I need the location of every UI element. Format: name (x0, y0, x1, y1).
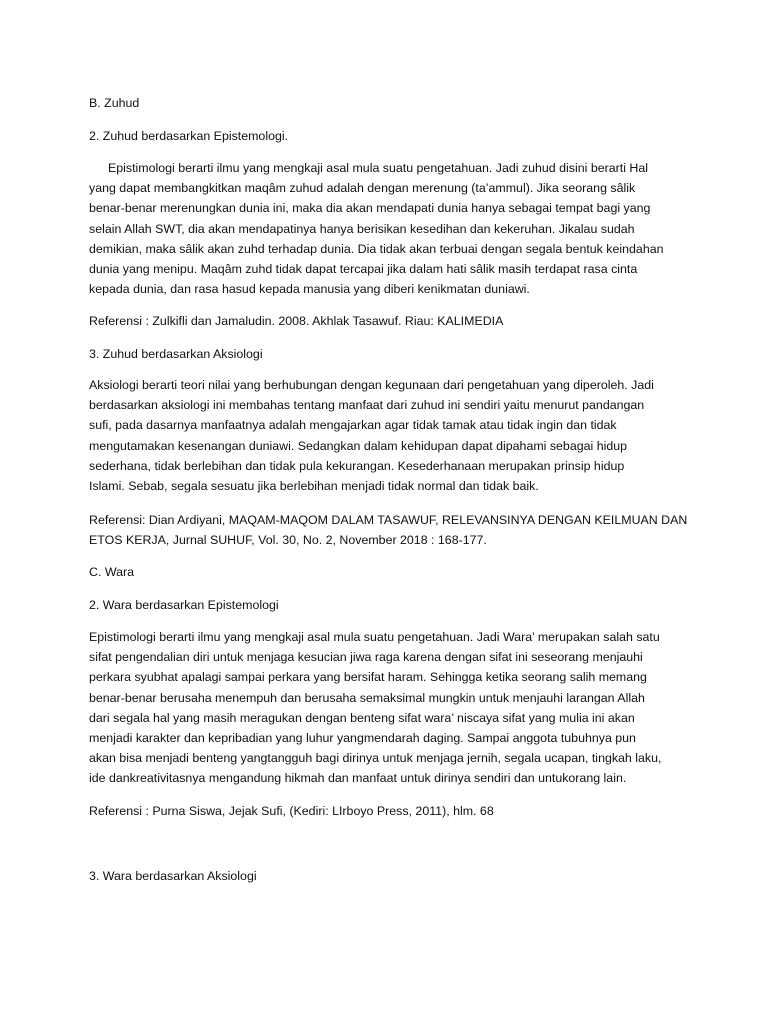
paragraph-line: Epistimologi berarti ilmu yang mengkaji asal mula suatu pengetahuan. Jadi zuhud disini berarti Hal (108, 161, 648, 175)
paragraph-zuhud-epistemologi (89, 158, 689, 299)
reference-line: Referensi: Dian Ardiyani, MAQAM-MAQOM DALAM TASAWUF, RELEVANSINYA DENGAN KEILMUAN DAN (89, 513, 688, 527)
reference-wara-epistemologi: Referensi : Purna Siswa, Jejak Sufi, (Kediri: LIrboyo Press, 2011), hlm. 68 (89, 804, 494, 818)
paragraph-line: Aksiologi berarti teori nilai yang berhubungan dengan kegunaan dari pengetahuan yang diperoleh. Jadi (89, 378, 654, 392)
paragraph-wara-epistemologi (89, 627, 689, 789)
reference-zuhud-aksiologi (89, 510, 689, 550)
paragraph-line: akan bisa menjadi benteng yangtangguh bagi dirinya untuk menjaga jernih, segala ucapan, tingkah laku, (89, 751, 662, 766)
paragraph-line: perkara syubhat apalagi sampai perkara yang bersifat haram. Sehingga ketika seorang salih memang (89, 670, 647, 685)
paragraph-line: benar-benar merenungkan dunia ini, maka dia akan mendapati dunia hanya sebagai tempat bagi yang (89, 201, 651, 216)
paragraph-line: sederhana, tidak berlebihan dan tidak pula kekurangan. Kesederhanaan merupakan prinsip hidup (89, 458, 625, 473)
section-heading-zuhud: B. Zuhud (89, 96, 140, 110)
paragraph-line: dunia yang menipu. Maqâm zuhd tidak dapat tercapai jika dalam hati sâlik masih terdapat rasa cinta (89, 262, 638, 277)
reference-zuhud-epistemologi: Referensi : Zulkifli dan Jamaludin. 2008. Akhlak Tasawuf. Riau: KALIMEDIA (89, 314, 504, 328)
paragraph-line: demikian, maka sâlik akan zuhd terhadap dunia. Dia tidak akan terbuai dengan segala bentuk keindahan (89, 241, 664, 256)
reference-line: ETOS KERJA, Jurnal SUHUF, Vol. 30, No. 2, November 2018 : 168-177. (89, 533, 487, 548)
paragraph-line: selain Allah SWT, dia akan mendapatinya hanya berisikan kesedihan dan kekeruhan. Jikalau sudah (89, 221, 635, 236)
subheading-zuhud-aksiologi: 3. Zuhud berdasarkan Aksiologi (89, 347, 263, 361)
paragraph-line: ide dankreativitasnya mengandung hikmah dan manfaat untuk dirinya sendiri dan untukorang lain. (89, 771, 627, 786)
paragraph-line: menjadi karakter dan kepribadian yang luhur yangmendarah daging. Sampai anggota tubuhnya pun (89, 731, 636, 746)
paragraph-line: dari segala hal yang masih meragukan dengan benteng sifat wara’ niscaya sifat yang mulia ini akan (89, 710, 635, 725)
paragraph-line: mengutamakan kesenangan duniawi. Sedangkan dalam kehidupan dapat dipahami sebagai hidup (89, 438, 628, 453)
paragraph-line: benar-benar berusaha menempuh dan berusaha semaksimal mungkin untuk menjauhi larangan Allah (89, 690, 645, 705)
paragraph-line: sifat pengendalian diri untuk menjaga kesucian jiwa raga karena dengan sifat ini seseorang menjauhi (89, 650, 643, 665)
paragraph-line: kepada dunia, dan rasa hasud kepada manusia yang diberi kenikmatan duniawi. (89, 282, 530, 297)
paragraph-line: sufi, pada dasarnya manfaatnya adalah mengajarkan agar tidak tamak atau tidak ingin dan tidak (89, 418, 617, 433)
paragraph-line: yang dapat membangkitkan maqâm zuhud adalah dengan merenung (ta’ammul). Jika seorang sâlik (89, 181, 636, 196)
section-heading-wara: C. Wara (89, 565, 134, 579)
subheading-zuhud-epistemologi: 2. Zuhud berdasarkan Epistemologi. (89, 129, 289, 143)
paragraph-line: Epistimologi berarti ilmu yang mengkaji asal mula suatu pengetahuan. Jadi Wara’ merupakan salah satu (89, 630, 660, 644)
paragraph-line: berdasarkan aksiologi ini membahas tentang manfaat dari zuhud ini sendiri yaitu menurut pandangan (89, 398, 645, 413)
paragraph-line: Islami. Sebab, segala sesuatu jika berlebihan menjadi tidak normal dan tidak baik. (89, 479, 539, 494)
paragraph-zuhud-aksiologi (89, 375, 689, 496)
subheading-wara-epistemologi: 2. Wara berdasarkan Epistemologi (89, 598, 279, 612)
subheading-wara-aksiologi: 3. Wara berdasarkan Aksiologi (89, 869, 257, 883)
